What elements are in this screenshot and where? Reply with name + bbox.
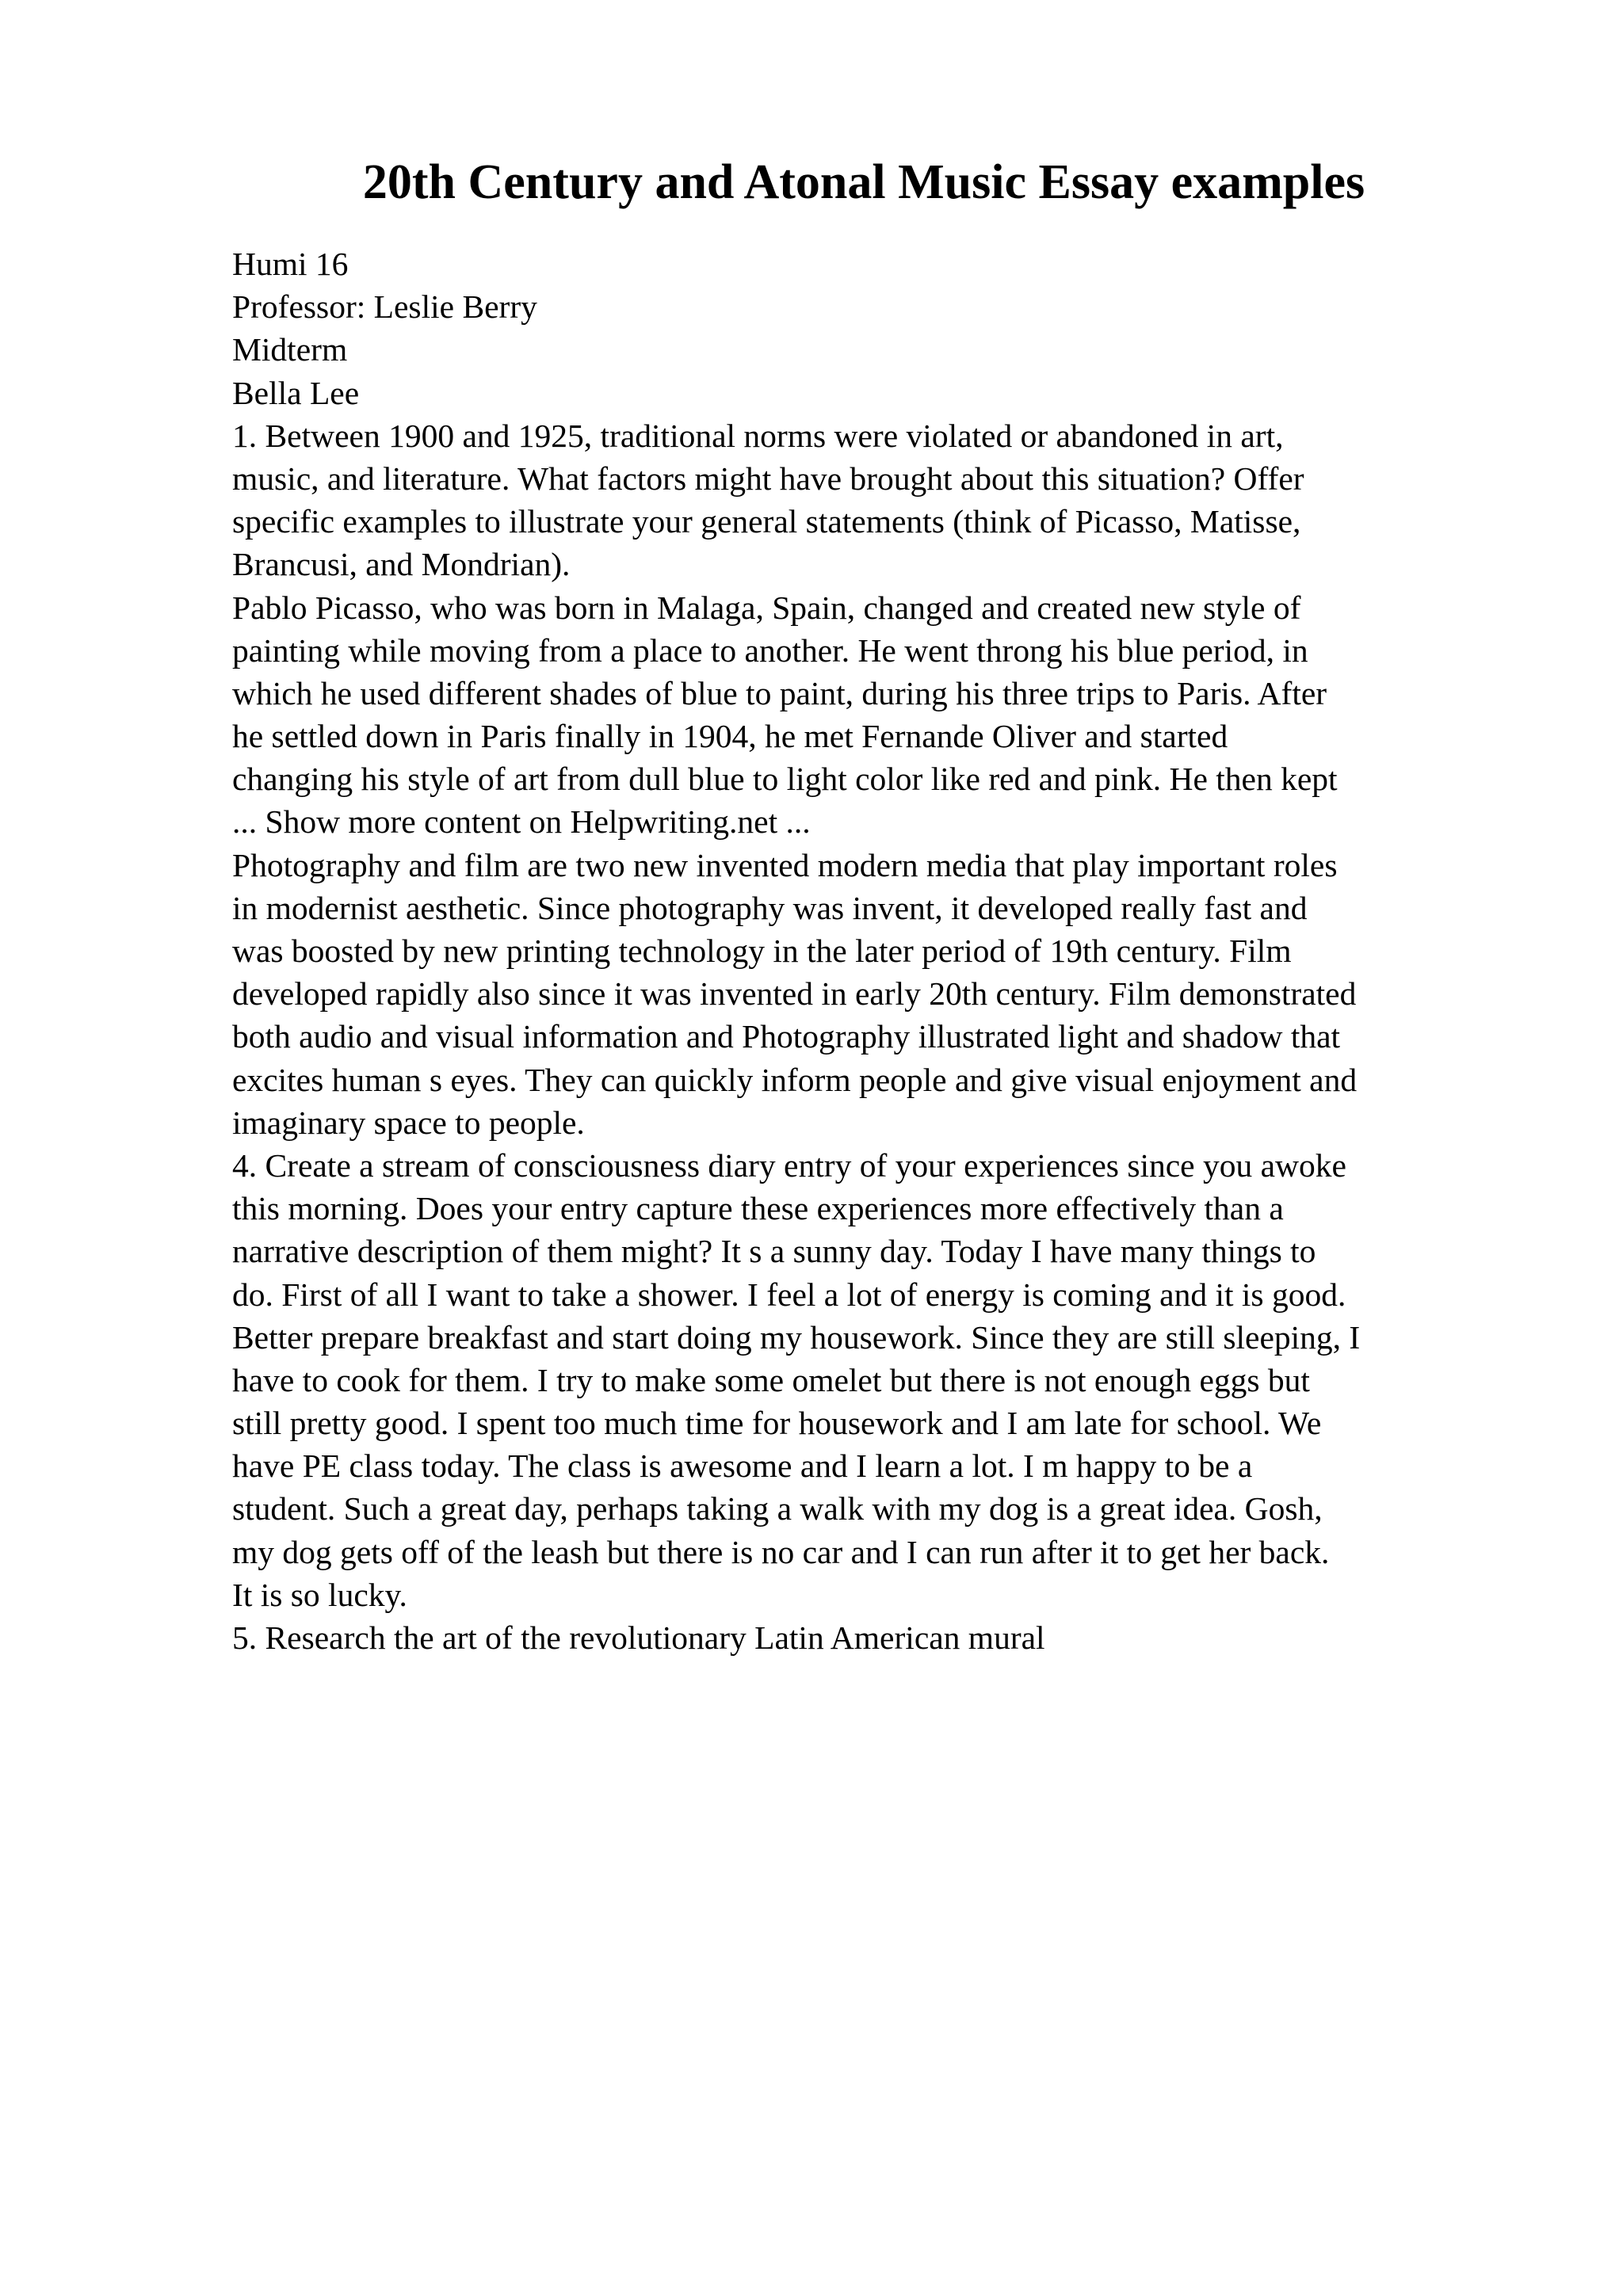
text-line: my dog gets off of the leash but there is no car and I can run after it to get her back.	[232, 1533, 1330, 1570]
text-line: this morning. Does your entry capture these experiences more effectively than a	[232, 1190, 1284, 1227]
text-line: in modernist aesthetic. Since photography was invent, it developed really fast and	[232, 889, 1308, 926]
text-line: Midterm	[232, 331, 348, 368]
text-line: imaginary space to people.	[232, 1104, 585, 1141]
text-line: Brancusi, and Mondrian).	[232, 546, 571, 583]
text-line: was boosted by new printing technology in the later period of 19th century. Film	[232, 933, 1292, 969]
text-line: changing his style of art from dull blue to light color like red and pink. He then kept	[232, 761, 1338, 798]
text-line: 5. Research the art of the revolutionary Latin American mural	[232, 1619, 1045, 1656]
text-line: 1. Between 1900 and 1925, traditional norms were violated or abandoned in art,	[232, 417, 1284, 454]
text-line: still pretty good. I spent too much time for housework and I am late for school. We	[232, 1405, 1322, 1442]
text-line: 4. Create a stream of consciousness diary entry of your experiences since you awoke	[232, 1146, 1346, 1184]
text-line: narrative description of them might? It s a sunny day. Today I have many things to	[232, 1233, 1316, 1270]
text-line: painting while moving from a place to another. He went throng his blue period, in	[232, 631, 1308, 669]
text-line: have PE class today. The class is awesome and I learn a lot. I m happy to be a	[232, 1447, 1253, 1485]
text-line: Bella Lee	[232, 374, 360, 411]
text-line: Pablo Picasso, who was born in Malaga, Spain, changed and created new style of	[232, 589, 1301, 626]
text-line: music, and literature. What factors might have brought about this situation? Offer	[232, 460, 1304, 497]
text-line: It is so lucky.	[232, 1576, 407, 1613]
text-line: excites human s eyes. They can quickly inform people and give visual enjoyment and	[232, 1061, 1358, 1098]
text-line: developed rapidly also since it was invented in early 20th century. Film demonstrated	[232, 975, 1357, 1013]
text-line: he settled down in Paris finally in 1904, he met Fernande Oliver and started	[232, 718, 1228, 755]
page-title: 20th Century and Atonal Music Essay examples	[362, 155, 1365, 209]
text-line: Photography and film are two new invented modern media that play important roles	[232, 846, 1338, 883]
text-line: Professor: Leslie Berry	[232, 288, 537, 326]
text-line: specific examples to illustrate your general statements (think of Picasso, Matisse,	[232, 503, 1301, 540]
text-line: Better prepare breakfast and start doing my housework. Since they are still sleeping, I	[232, 1318, 1361, 1356]
text-line: both audio and visual information and Photography illustrated light and shadow that	[232, 1018, 1341, 1055]
text-line: ... Show more content on Helpwriting.net ...	[232, 803, 811, 841]
text-line: which he used different shades of blue to paint, during his three trips to Paris. After	[232, 674, 1327, 711]
text-line: Humi 16	[232, 246, 349, 282]
text-line: have to cook for them. I try to make some omelet but there is not enough eggs but	[232, 1361, 1310, 1398]
text-line: student. Such a great day, perhaps taking a walk with my dog is a great idea. Gosh,	[232, 1490, 1323, 1527]
text-line: do. First of all I want to take a shower. I feel a lot of energy is coming and it is good.	[232, 1276, 1346, 1313]
document-body	[232, 242, 1516, 1659]
